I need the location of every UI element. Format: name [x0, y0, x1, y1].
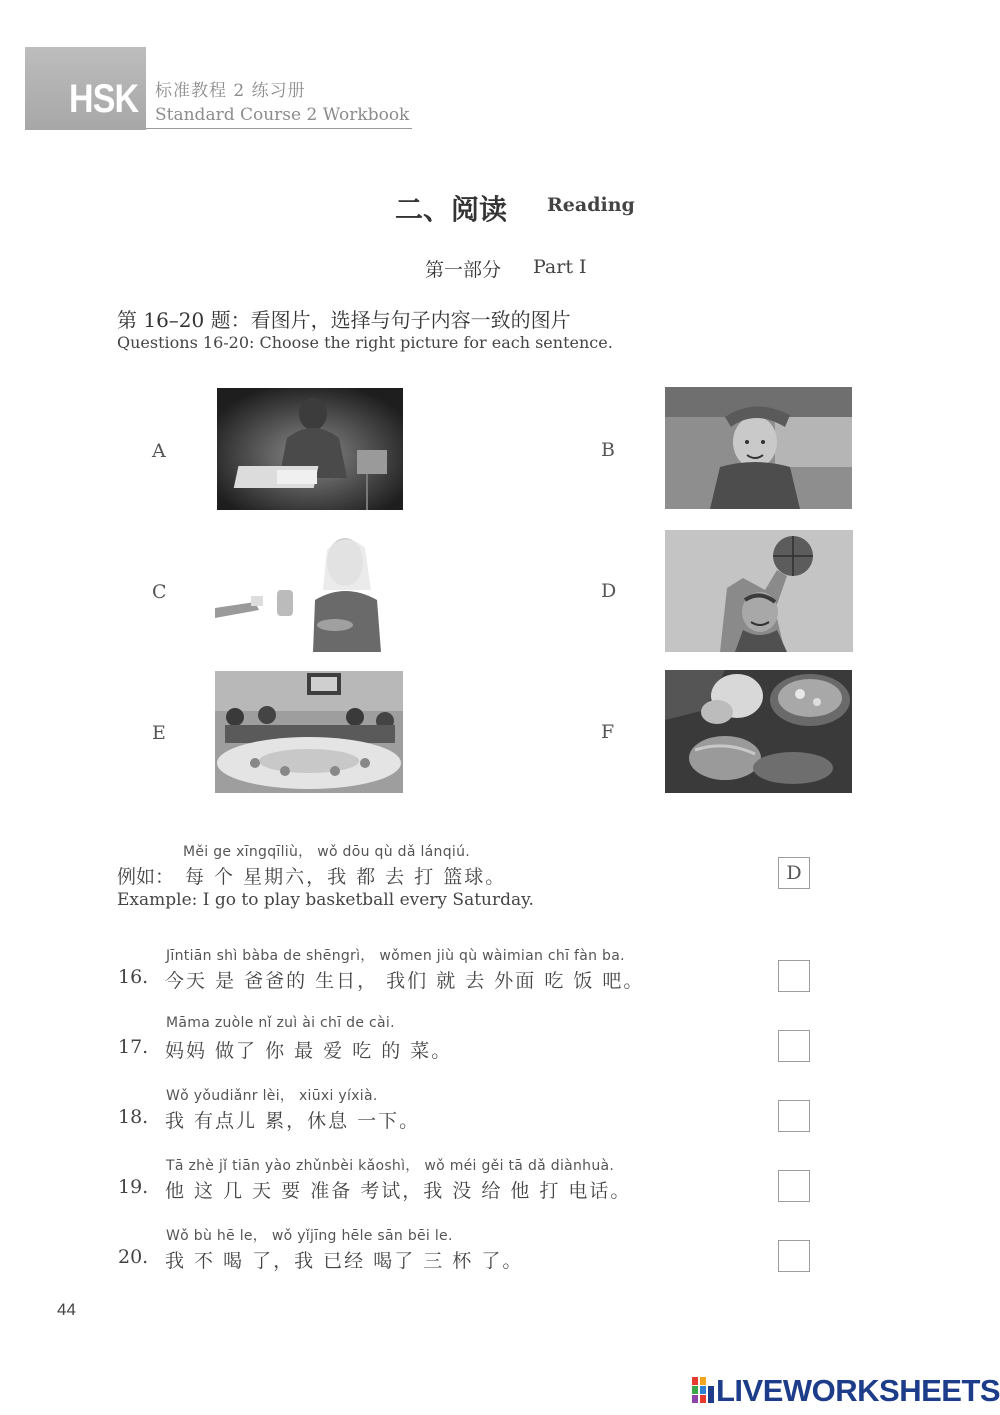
- picture-label-b: B: [601, 439, 615, 461]
- question-16-number: 16.: [118, 966, 149, 988]
- question-17-sentence: 妈妈 做了 你 最 爱 吃 的 菜。: [165, 1040, 453, 1062]
- question-20-sentence: 我 不 喝 了，我 已经 喝了 三 杯 了。: [165, 1250, 524, 1272]
- section-title-en: Reading: [547, 194, 635, 216]
- picture-label-f: F: [601, 721, 615, 743]
- liveworksheets-text: LIVEWORKSHEETS: [716, 1373, 1000, 1408]
- header-divider: [146, 128, 412, 129]
- question-17-number: 17.: [118, 1036, 149, 1058]
- question-19-number: 19.: [118, 1176, 149, 1198]
- question-19-answer-box[interactable]: [778, 1170, 810, 1202]
- part-title-en: Part Ⅰ: [533, 256, 587, 278]
- picture-label-e: E: [152, 722, 166, 744]
- question-18-pinyin: Wǒ yǒudiǎnr lèi， xiūxi yíxià.: [166, 1088, 378, 1104]
- tired-worker-photo: [665, 387, 852, 509]
- picture-label-c: C: [152, 581, 167, 603]
- example-english: Example: I go to play basketball every Saturday.: [117, 890, 534, 910]
- instructions-cn: 第 16–20 题：看图片，选择与句子内容一致的图片: [117, 308, 571, 332]
- picture-label-d: D: [601, 580, 617, 602]
- question-18-sentence: 我 有点儿 累，休息 一下。: [165, 1110, 421, 1132]
- question-16-sentence: 今天 是 爸爸的 生日， 我们 就 去 外面 吃 饭 吧。: [165, 970, 645, 992]
- example-sentence: 每 个 星期六，我 都 去 打 篮球。: [185, 866, 507, 888]
- hsk-logo-text: HSK: [69, 77, 139, 121]
- basketball-player-photo: [665, 530, 853, 652]
- question-18-answer-box[interactable]: [778, 1100, 810, 1132]
- part-title: 第一部分: [425, 259, 502, 281]
- food-dishes-photo: [665, 670, 852, 793]
- question-20-pinyin: Wǒ bù hē le， wǒ yǐjīng hēle sān bēi le.: [166, 1228, 453, 1244]
- question-16-answer-box[interactable]: [778, 960, 810, 992]
- example-answer-box: D: [778, 857, 810, 889]
- question-16-pinyin: Jīntiān shì bàba de shēngrì， wǒmen jiù qù wàimian chī fàn ba.: [166, 948, 625, 964]
- picture-label-a: A: [152, 440, 166, 462]
- section-title: 二、阅读: [395, 193, 508, 226]
- student-studying-photo: [217, 388, 403, 510]
- example-prefix: 例如：: [117, 866, 175, 888]
- question-20-answer-box[interactable]: [778, 1240, 810, 1272]
- example-pinyin: Měi ge xīngqīliù， wǒ dōu qù dǎ lánqiú.: [183, 844, 471, 860]
- question-19-pinyin: Tā zhè jǐ tiān yào zhǔnbèi kǎoshì， wǒ méi gěi tā dǎ diànhuà.: [166, 1158, 615, 1174]
- liveworksheets-logo-icon: [692, 1377, 714, 1403]
- restaurant-dinner-photo: [215, 671, 403, 793]
- page-number: 44: [57, 1300, 76, 1319]
- instructions-en: Questions 16-20: Choose the right picture for each sentence.: [117, 333, 613, 352]
- question-17-answer-box[interactable]: [778, 1030, 810, 1062]
- question-17-pinyin: Māma zuòle nǐ zuì ài chī de cài.: [166, 1015, 395, 1031]
- hsk-logo: [25, 47, 146, 130]
- woman-refusing-photo: [215, 530, 403, 652]
- header-title-cn: 标准教程 2 练习册: [155, 81, 306, 101]
- question-18-number: 18.: [118, 1106, 149, 1128]
- question-19-sentence: 他 这 几 天 要 准备 考试，我 没 给 他 打 电话。: [165, 1180, 632, 1202]
- question-20-number: 20.: [118, 1246, 149, 1268]
- header-title-en: Standard Course 2 Workbook: [155, 105, 410, 125]
